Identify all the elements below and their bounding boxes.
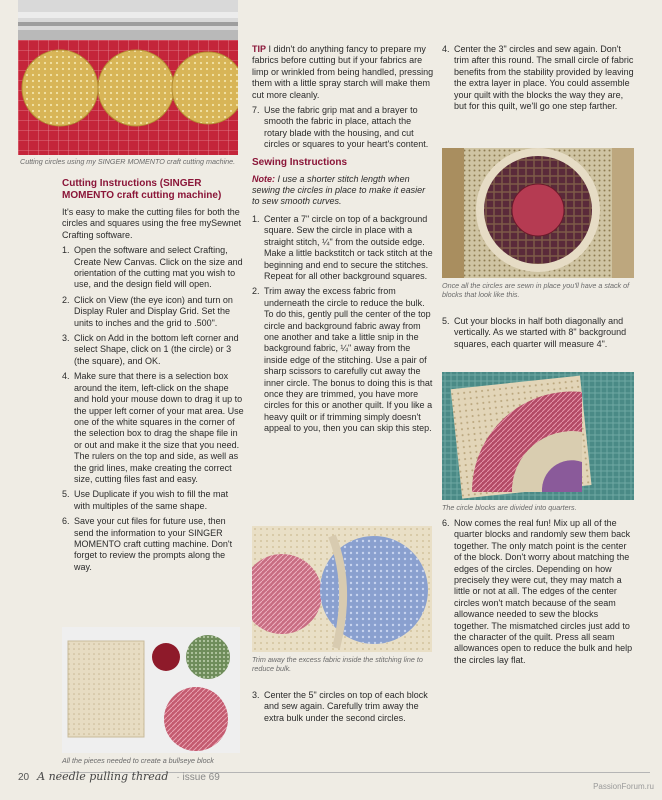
cutting-intro: It's easy to make the cutting files for both the circles and squares using the free mySewnet Crafting software. bbox=[62, 207, 242, 240]
list-item: 4. Make sure that there is a selection box around the item, left-click on the shape and hold your mouse down to drag it up to the upper left corner of your mat area. Use one of the white squares in the corner of the selection box to drag the shape file in or out and make it the size that you need. The rulers on the top and side, as well as the grid lines, make creating the correct size, cutting files fast and easy. bbox=[62, 371, 244, 484]
sewing-step-3 bbox=[252, 690, 434, 728]
cutting-machine-photo bbox=[18, 0, 238, 155]
list-item: 5. Cut your blocks in half both diagonally and vertically. As we started with 8" background squares, each quarter will measure 4". bbox=[442, 316, 627, 349]
caption-top-photo: Cutting circles using my SINGER MOMENTO craft cutting machine. bbox=[20, 157, 236, 166]
caption-trim-photo: Trim away the excess fabric inside the stitching line to reduce bulk. bbox=[252, 655, 423, 673]
sewing-instructions-heading: Sewing Instructions bbox=[252, 156, 348, 168]
quarters-photo bbox=[442, 372, 634, 500]
sewing-step-6 bbox=[442, 518, 634, 670]
pieces-photo bbox=[62, 627, 240, 753]
list-item: 7. Use the fabric grip mat and a brayer to smooth the fabric in place, attach the rotary blade with the housing, and cut circles or squares to your heart's content. bbox=[252, 105, 429, 150]
cutting-step-7 bbox=[252, 105, 434, 151]
list-item: 3. Click on Add in the bottom left corner and select Shape, click on 1 (the circle) or 3 (the square), and OK. bbox=[62, 333, 239, 366]
list-item: 2. Trim away the excess fabric from underneath the circle to reduce the bulk. To do this, gently pull the center of the top circle and background fabric away from one another and take a little snip in the background fabric, ¼" away from the inside edge of the stitching. Use a pair of sharp scissors to carefully cut away the inner circle. The bonus to doing this is that once they are trimmed, you have more circles for this or another quilt. If you like a heavy quilt or if trimming simply doesn't appeal to you, then you can skip this step. bbox=[252, 286, 433, 434]
list-item: 4. Center the 3" circles and sew again. Don't trim after this round. The small circle of fabric benefits from the stability provided by leaving the extra layer in place. You could assemble your quilt with the blocks the way they are, but for this quilt, we'll go one step farther. bbox=[442, 44, 634, 112]
sewing-step-5 bbox=[442, 316, 634, 354]
tip-paragraph: TIP I didn't do anything fancy to prepare my fabrics before cutting but if your fabrics are limp or wrinkled from being handled, pressing them with a little spray starch will make them cut more cleanly. bbox=[252, 44, 434, 100]
caption-pieces-photo: All the pieces needed to create a bullseye block bbox=[62, 756, 214, 765]
list-item: 6. Save your cut files for future use, then send the information to your SINGER MOMENTO craft cutting machine. Don't forget to review the prompts along the way. bbox=[62, 516, 233, 572]
tip-label: TIP bbox=[252, 44, 267, 54]
column-1 bbox=[62, 178, 244, 577]
sewn-blocks-photo bbox=[442, 148, 634, 278]
page-number: 20 bbox=[18, 772, 30, 783]
sewing-step-4 bbox=[442, 44, 634, 116]
sewing-steps-list bbox=[252, 214, 434, 435]
page-footer bbox=[18, 770, 220, 783]
caption-quarters-photo: The circle blocks are divided into quarters. bbox=[442, 503, 577, 512]
list-item: 2. Click on View (the eye icon) and turn on Display Ruler and Display Grid. Set the units to inches and the grid to .500". bbox=[62, 294, 233, 328]
watermark: PassionForum.ru bbox=[593, 782, 654, 791]
caption-sewn-photo: Once all the circles are sewn in place you'll have a stack of blocks that look like this. bbox=[442, 281, 630, 299]
list-item: 1. Open the software and select Crafting, Create New Canvas. Click on the size and orientation of the cutting mat you wish to use, and the design field will open. bbox=[62, 245, 243, 290]
cutting-steps-list bbox=[62, 245, 244, 573]
issue-number: · issue 69 bbox=[176, 772, 220, 783]
magazine-logo: A needle pulling thread bbox=[37, 770, 169, 783]
cutting-machine-illustration bbox=[18, 0, 238, 155]
list-item: 5. Use Duplicate if you wish to fill the mat with multiples of the same shape. bbox=[62, 489, 229, 511]
list-item: 1. Center a 7" circle on top of a background square. Sew the circle in place with a straight stitch, ¼" from the outside edge. Make a little backstitch or tack stitch at the beginning and end to secure the stitches. Repeat for all other background squares. bbox=[252, 213, 433, 281]
cutting-instructions-heading: Cutting Instructions (SINGER MOMENTO craft cutting machine) bbox=[62, 178, 222, 201]
list-item: 3. Center the 5" circles on top of each block and sew again. Carefully trim away the extra bulk under the second circles. bbox=[252, 690, 428, 723]
column-2 bbox=[252, 44, 434, 439]
list-item: 6. Now comes the real fun! Mix up all of the quarter blocks and randomly sew them back together. The only match point is the center of the block. Don't worry about matching the edges of the circles. Depending on how precisely they were cut, they may match a little or not at all. The edges of the center circles won't match because of the seam allowance needed to sew the blocks together. The mismatched circles just add to the character of the quilt. Press all seam allowances open to reduce the bulk and help the circles lay flat. bbox=[442, 518, 633, 665]
trim-photo bbox=[252, 526, 432, 652]
sewing-note: Note: I use a shorter stitch length when sewing the circles in place to make it easier to sew smooth curves. bbox=[252, 173, 426, 207]
